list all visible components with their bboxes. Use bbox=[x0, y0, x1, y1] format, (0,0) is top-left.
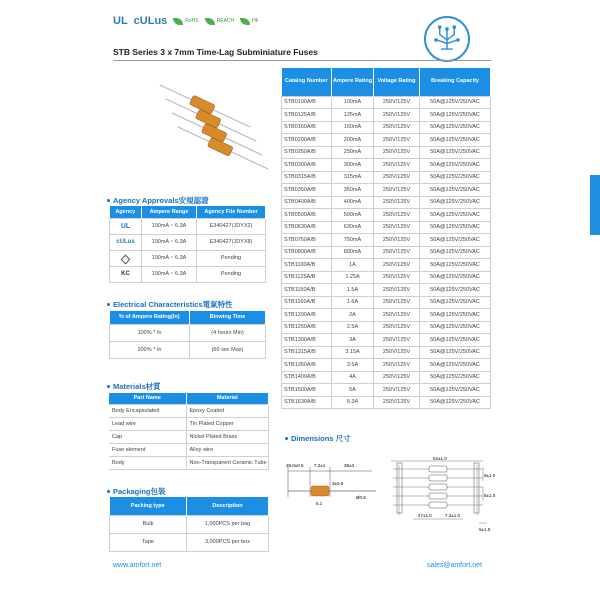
table-row: STB0750A/B 750mA 250V/125V 50A@125V/250VAC bbox=[282, 234, 491, 247]
table-row: Cap Nickel Plated Brass bbox=[109, 430, 269, 443]
dim-label: 7.2±1.0 bbox=[445, 513, 460, 518]
table-row: STB1160A/B 1.6A 250V/125V 50A@125V/250VAC bbox=[282, 296, 491, 309]
col-blowing-time: Blowing Time bbox=[190, 311, 266, 324]
table-row: STB0160A/B 160mA 250V/125V 50A@125V/250VAC bbox=[282, 121, 491, 134]
table-row: STB1630A/B 6.3A 250V/125V 50A@125V/250VAC bbox=[282, 396, 491, 409]
tape-strip bbox=[397, 463, 402, 513]
dim-label: 6±1.0 bbox=[484, 473, 496, 478]
tape-dimension-drawing bbox=[383, 455, 496, 535]
bullet-icon bbox=[107, 303, 110, 306]
table-row: Body Non-Transparent Ceramic Tube bbox=[109, 456, 269, 469]
materials-heading: Materials材質 bbox=[107, 381, 161, 392]
table-row: STB0630A/B 630mA 250V/125V 50A@125V/250VAC bbox=[282, 221, 491, 234]
table-row: 100% * In (4 hours Min) bbox=[110, 324, 266, 341]
table-row: STB0800A/B 800mA 250V/125V 50A@125V/250VAC bbox=[282, 246, 491, 259]
table-row: STB0400A/B 400mA 250V/125V 50A@125V/250VAC bbox=[282, 196, 491, 209]
col-breaking-capacity: Breaking Capacity bbox=[420, 68, 491, 96]
table-row: STB1125A/B 1.25A 250V/125V 50A@125V/250VAC bbox=[282, 271, 491, 284]
table-row: STB0250A/B 250mA 250V/125V 50A@125V/250VAC bbox=[282, 146, 491, 159]
fuse-illustration bbox=[170, 108, 265, 159]
dim-label: 38±3 bbox=[344, 463, 354, 468]
col-ampere-range: Ampere Range bbox=[142, 206, 197, 218]
col-description: Description bbox=[187, 497, 269, 515]
col-part-name: Part Name bbox=[109, 393, 186, 404]
culus-logo: cULus bbox=[133, 15, 168, 27]
leaf-icon bbox=[205, 18, 215, 25]
bullet-icon bbox=[285, 437, 288, 440]
dim-label: 52±1.0 bbox=[433, 456, 447, 461]
dim-label: 38.0±0.5 bbox=[286, 463, 304, 468]
email-link[interactable]: sales@amfort.net bbox=[427, 562, 482, 569]
table-row: STB1100A/B 1A 250V/125V 50A@125V/250VAC bbox=[282, 259, 491, 272]
dim-label: Ø0.6 bbox=[356, 495, 366, 500]
taped-fuse bbox=[393, 493, 483, 499]
table-row: STB0315A/B 315mA 250V/125V 50A@125V/250VAC bbox=[282, 171, 491, 184]
ul-logo: UL bbox=[113, 15, 128, 27]
table-row: STB0200A/B 200mA 250V/125V 50A@125V/250VAC bbox=[282, 134, 491, 147]
col-agency: Agency bbox=[110, 206, 142, 218]
fuse-dimension-drawing bbox=[282, 455, 382, 515]
pse-logo bbox=[110, 250, 142, 266]
bullet-icon bbox=[107, 199, 110, 202]
dim-label: 7.2±1 bbox=[314, 463, 326, 468]
table-row: Lead wire Tin Plated Copper bbox=[109, 417, 269, 430]
electrical-heading: Electrical Characteristics電氣特性 bbox=[107, 299, 233, 310]
catalog-table bbox=[281, 68, 491, 409]
table-row: Tape 3,000PCS per box bbox=[110, 533, 269, 551]
agency-heading: Agency Approvals安規認證 bbox=[107, 195, 209, 206]
fuse-illustration bbox=[164, 94, 259, 145]
table-row: Body Encapsulated Epoxy Coated bbox=[109, 404, 269, 417]
brand-logo bbox=[424, 16, 470, 62]
table-row: STB1250A/B 2.5A 250V/125V 50A@125V/250VAC bbox=[282, 321, 491, 334]
taped-fuse bbox=[393, 475, 483, 481]
table-row: STB1500A/B 5A 250V/125V 50A@125V/250VAC bbox=[282, 384, 491, 397]
col-packing-type: Packing type bbox=[110, 497, 187, 515]
taped-fuse bbox=[393, 502, 483, 508]
materials-table bbox=[109, 393, 269, 470]
reach-badge: REACH bbox=[205, 18, 235, 25]
table-row: STB1350A/B 3.5A 250V/125V 50A@125V/250VAC bbox=[282, 359, 491, 372]
table-row: STB0300A/B 300mA 250V/125V 50A@125V/250VAC bbox=[282, 159, 491, 172]
taped-fuse bbox=[393, 466, 483, 472]
dim-label: 3±0.5 bbox=[332, 481, 344, 486]
dim-label: 5±1.0 bbox=[484, 493, 496, 498]
certification-logos bbox=[113, 14, 259, 28]
table-row: STB1200A/B 2A 250V/125V 50A@125V/250VAC bbox=[282, 309, 491, 322]
table-row: 100mA ~ 6.3A Pending bbox=[110, 250, 266, 266]
table-row: cULus 100mA ~ 6.3A E340427(JDYX8) bbox=[110, 234, 266, 250]
kc-logo: KC bbox=[110, 266, 142, 282]
table-row: STB1315A/B 3.15A 250V/125V 50A@125V/250VAC bbox=[282, 346, 491, 359]
tape-strip bbox=[474, 463, 479, 513]
page-title: STB Series 3 x 7mm Time-Lag Subminiature Fuses bbox=[113, 47, 318, 57]
table-row: Bulk 1,000PCS per bag bbox=[110, 515, 269, 533]
dim-label: 6±1.0 bbox=[479, 527, 491, 532]
table-row: STB0350A/B 350mA 250V/125V 50A@125V/250VAC bbox=[282, 184, 491, 197]
table-row: STB0125A/B 125mA 250V/125V 50A@125V/250VAC bbox=[282, 109, 491, 122]
dimensions-heading: Dimensions 尺寸 bbox=[285, 433, 351, 444]
title-divider bbox=[113, 60, 491, 61]
col-voltage-rating: Voltage Rating bbox=[374, 68, 420, 96]
bullet-icon bbox=[107, 490, 110, 493]
rohs-badge: RoHS bbox=[173, 18, 198, 25]
col-material: Material bbox=[186, 393, 269, 404]
dim-label: 5.1 bbox=[316, 501, 323, 506]
table-row: STB1300A/B 3A 250V/125V 50A@125V/250VAC bbox=[282, 334, 491, 347]
circuit-tree-icon bbox=[426, 18, 468, 60]
bullet-icon bbox=[107, 385, 110, 388]
table-row: KC 100mA ~ 6.3A Pending bbox=[110, 266, 266, 282]
leaf-icon bbox=[173, 18, 183, 25]
agency-table bbox=[109, 206, 266, 283]
fuse-illustration bbox=[176, 122, 271, 173]
culus-logo: cULus bbox=[110, 234, 142, 250]
packaging-table bbox=[109, 497, 269, 552]
table-row: Fuse element Alloy wire bbox=[109, 443, 269, 456]
col-ampere-percent: % of Ampere Rating(In) bbox=[110, 311, 190, 324]
table-row: STB1150A/B 1.5A 250V/125V 50A@125V/250VAC bbox=[282, 284, 491, 297]
packaging-heading: Packaging包裝 bbox=[107, 486, 166, 497]
side-tab bbox=[590, 175, 600, 235]
leaf-icon bbox=[240, 18, 250, 25]
dim-label: 27±1.0 bbox=[418, 513, 432, 518]
taped-fuse bbox=[393, 484, 483, 490]
electrical-table bbox=[109, 311, 266, 359]
table-row: STB0100A/B 100mA 250V/125V 50A@125V/250VAC bbox=[282, 96, 491, 109]
table-row: 200% * In (60 sec Max) bbox=[110, 341, 266, 358]
col-file-number: Agency File Number bbox=[197, 206, 266, 218]
table-row: STB0500A/B 500mA 250V/125V 50A@125V/250VAC bbox=[282, 209, 491, 222]
table-row: STB1400A/B 4A 250V/125V 50A@125V/250VAC bbox=[282, 371, 491, 384]
fuse-product-image bbox=[150, 86, 260, 196]
fuse-illustration bbox=[158, 80, 253, 131]
table-row: UL 100mA ~ 6.3A E340427(JDYX2) bbox=[110, 218, 266, 234]
col-catalog-number: Catalog Number bbox=[282, 68, 332, 96]
hf-badge: HF bbox=[240, 18, 259, 25]
col-ampere-rating: Ampere Rating bbox=[332, 68, 374, 96]
ul-logo: UL bbox=[110, 218, 142, 234]
website-link[interactable]: www.amfort.net bbox=[113, 562, 162, 569]
